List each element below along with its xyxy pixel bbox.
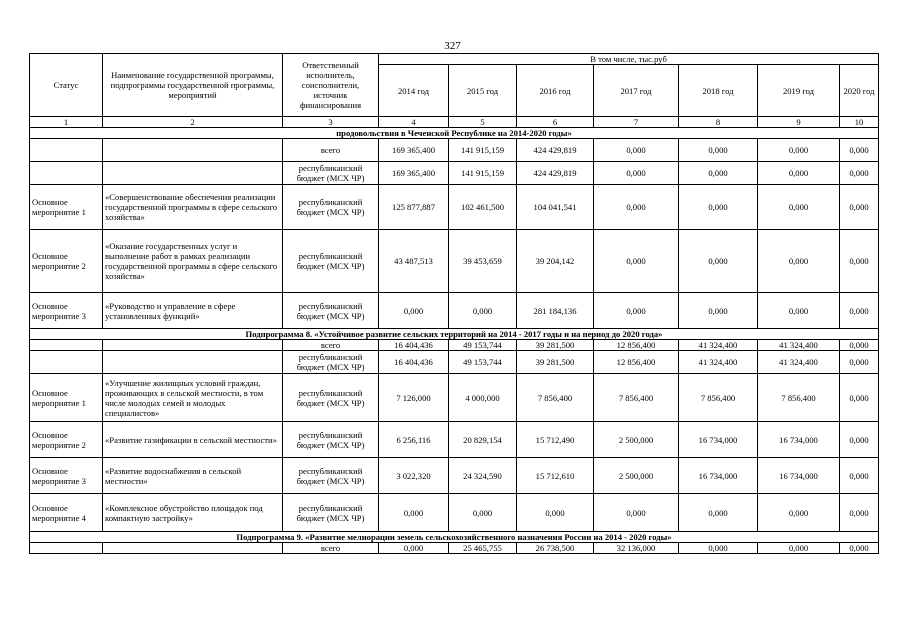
row-value: 0,000 [594,293,679,329]
column-number: 6 [517,117,594,128]
row-value: 0,000 [379,494,449,532]
row-value: 20 829,154 [449,422,517,458]
row-name: «Оказание государственных услуг и выполнение работ в рамках реализации государственной программы в сфере сельского хозяйства» [103,230,283,293]
row-source: республиканский бюджет (МСХ ЧР) [283,162,379,185]
row-value: 7 856,400 [679,374,758,422]
row-value: 0,000 [679,185,758,230]
row-source: республиканский бюджет (МСХ ЧР) [283,185,379,230]
row-value: 0,000 [840,185,879,230]
row-value: 41 324,400 [679,340,758,351]
table-row [30,293,879,329]
row-value: 7 856,400 [758,374,840,422]
section-row [30,329,879,340]
row-value: 0,000 [840,543,879,554]
section-title: Подпрограмма 8. «Устойчивое развитие сельских территорий на 2014 - 2017 годы и на период до 2020 года» [30,329,879,340]
row-value: 39 204,142 [517,230,594,293]
row-value: 24 324,590 [449,458,517,494]
row-value: 0,000 [594,230,679,293]
row-value: 424 429,819 [517,162,594,185]
table-row [30,139,879,162]
row-value: 424 429,819 [517,139,594,162]
row-value: 0,000 [840,458,879,494]
row-value: 0,000 [840,351,879,374]
row-value: 39 453,659 [449,230,517,293]
table-row [30,351,879,374]
row-value: 0,000 [840,139,879,162]
row-value: 0,000 [594,139,679,162]
row-name [103,340,283,351]
column-number: 4 [379,117,449,128]
row-value: 0,000 [594,162,679,185]
row-name: «Развитие водоснабжения в сельской местности» [103,458,283,494]
row-value: 0,000 [840,293,879,329]
row-value: 7 126,000 [379,374,449,422]
table-row [30,185,879,230]
row-value: 39 281,500 [517,351,594,374]
header-name: Наименование государственной программы, подпрограммы государственной программы, мероприятий [103,54,283,117]
header-year: 2014 год [379,65,449,117]
row-status: Основное мероприятие 1 [30,185,103,230]
header-row-colnums [30,117,879,128]
column-number: 8 [679,117,758,128]
row-name [103,139,283,162]
row-value: 41 324,400 [758,351,840,374]
table-row [30,340,879,351]
row-source: республиканский бюджет (МСХ ЧР) [283,374,379,422]
row-value: 41 324,400 [679,351,758,374]
row-value: 4 000,000 [449,374,517,422]
table-row [30,374,879,422]
row-source: республиканский бюджет (МСХ ЧР) [283,494,379,532]
section-title: Подпрограмма 9. «Развитие мелиорации земель сельскохозяйственного назначения России на 2014 - 2020 годы» [30,532,879,543]
row-status: Основное мероприятие 2 [30,230,103,293]
table-row [30,543,879,554]
row-source: республиканский бюджет (МСХ ЧР) [283,458,379,494]
row-value: 16 734,000 [758,458,840,494]
column-number: 9 [758,117,840,128]
row-value: 0,000 [840,494,879,532]
column-number: 5 [449,117,517,128]
row-value: 15 712,610 [517,458,594,494]
row-status [30,543,103,554]
row-value: 12 856,400 [594,351,679,374]
budget-table [29,53,879,554]
row-value: 0,000 [594,494,679,532]
section-title: продовольствия в Чеченской Республике на 2014-2020 годы» [30,128,879,139]
row-name [103,543,283,554]
row-value: 41 324,400 [758,340,840,351]
row-source: всего [283,139,379,162]
header-status: Статус [30,54,103,117]
column-number: 7 [594,117,679,128]
row-value: 3 022,320 [379,458,449,494]
row-value: 169 365,400 [379,139,449,162]
table-row [30,230,879,293]
table-row [30,162,879,185]
row-value: 39 281,500 [517,340,594,351]
row-value: 125 877,887 [379,185,449,230]
table-row [30,494,879,532]
row-value: 102 461,500 [449,185,517,230]
row-source: всего [283,340,379,351]
row-value: 0,000 [517,494,594,532]
row-name [103,162,283,185]
header-responsible: Ответственный исполнитель, соисполнители, источник финансирования [283,54,379,117]
row-value: 169 365,400 [379,162,449,185]
row-value: 0,000 [758,185,840,230]
row-value: 16 734,000 [679,422,758,458]
row-status: Основное мероприятие 3 [30,293,103,329]
row-status: Основное мероприятие 4 [30,494,103,532]
section-row [30,532,879,543]
table-body [30,54,879,554]
header-year: 2015 год [449,65,517,117]
row-value: 0,000 [679,139,758,162]
row-value: 15 712,490 [517,422,594,458]
row-value: 141 915,159 [449,162,517,185]
column-number: 3 [283,117,379,128]
row-source: республиканский бюджет (МСХ ЧР) [283,422,379,458]
row-value: 0,000 [679,230,758,293]
row-value: 0,000 [840,230,879,293]
row-value: 26 738,500 [517,543,594,554]
row-value: 0,000 [679,543,758,554]
row-name: «Комплексное обустройство площадок под компактную застройку» [103,494,283,532]
row-source: всего [283,543,379,554]
row-value: 0,000 [840,374,879,422]
row-status [30,139,103,162]
row-value: 7 856,400 [517,374,594,422]
row-value: 104 041,541 [517,185,594,230]
row-name: «Руководство и управление в сфере установленных функций» [103,293,283,329]
column-number: 2 [103,117,283,128]
table-row [30,458,879,494]
header-row-top [30,54,879,65]
row-value: 0,000 [840,340,879,351]
row-name [103,351,283,374]
row-value: 0,000 [758,543,840,554]
row-value: 0,000 [449,293,517,329]
row-status [30,162,103,185]
row-value: 0,000 [758,139,840,162]
row-value: 12 856,400 [594,340,679,351]
row-value: 2 500,000 [594,422,679,458]
header-year: 2017 год [594,65,679,117]
row-value: 16 734,000 [679,458,758,494]
row-value: 16 734,000 [758,422,840,458]
row-value: 0,000 [594,185,679,230]
row-status [30,340,103,351]
row-value: 141 915,159 [449,139,517,162]
row-value: 0,000 [449,494,517,532]
column-number: 1 [30,117,103,128]
header-year: 2020 год [840,65,879,117]
row-status: Основное мероприятие 1 [30,374,103,422]
row-value: 0,000 [679,494,758,532]
header-year: 2019 год [758,65,840,117]
row-value: 6 256,116 [379,422,449,458]
row-value: 0,000 [379,543,449,554]
page-number: 327 [444,40,461,52]
table-row [30,422,879,458]
row-value: 0,000 [758,230,840,293]
row-source: республиканский бюджет (МСХ ЧР) [283,351,379,374]
header-including: В том числе, тыс.руб [379,54,879,65]
row-value: 0,000 [379,293,449,329]
row-value: 2 500,000 [594,458,679,494]
row-value: 32 136,000 [594,543,679,554]
row-status: Основное мероприятие 3 [30,458,103,494]
row-value: 49 153,744 [449,340,517,351]
row-source: республиканский бюджет (МСХ ЧР) [283,230,379,293]
row-name: «Развитие газификации в сельской местности» [103,422,283,458]
row-value: 16 404,436 [379,351,449,374]
row-source: республиканский бюджет (МСХ ЧР) [283,293,379,329]
row-status: Основное мероприятие 2 [30,422,103,458]
header-year: 2016 год [517,65,594,117]
column-number: 10 [840,117,879,128]
section-row [30,128,879,139]
row-value: 0,000 [840,162,879,185]
row-value: 25 465,755 [449,543,517,554]
row-value: 0,000 [840,422,879,458]
row-value: 43 487,513 [379,230,449,293]
row-value: 7 856,400 [594,374,679,422]
row-status [30,351,103,374]
row-name: «Совершенствование обеспечения реализации государственной программы в сфере сельского хозяйства» [103,185,283,230]
row-value: 0,000 [758,162,840,185]
row-name: «Улучшение жилищных условий граждан, проживающих в сельской местности, в том числе молодых семей и молодых специалистов» [103,374,283,422]
header-year: 2018 год [679,65,758,117]
row-value: 16 404,436 [379,340,449,351]
row-value: 0,000 [679,162,758,185]
row-value: 0,000 [758,293,840,329]
row-value: 281 184,136 [517,293,594,329]
row-value: 0,000 [758,494,840,532]
row-value: 0,000 [679,293,758,329]
row-value: 49 153,744 [449,351,517,374]
